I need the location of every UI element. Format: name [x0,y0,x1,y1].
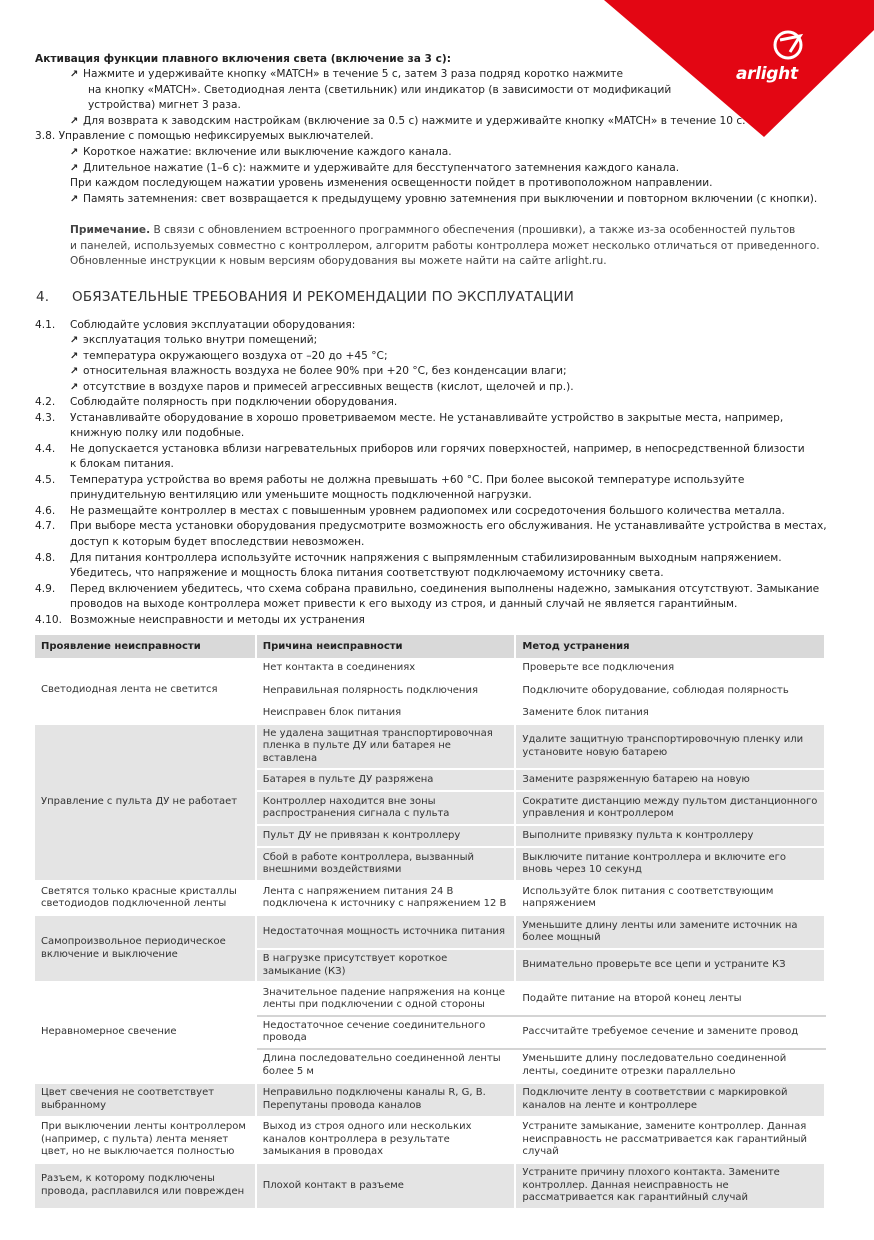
cause-cell: Не удалена защитная транспортировочная пленка в пульте ДУ или батарея не вставлена [256,724,516,769]
symptom-cell: Светятся только красные кристаллы светодиодов подключенной ленты [35,881,256,915]
cause-cell: Неправильно подключены каналы R, G, B. Перепутаны провода каналов [256,1083,516,1117]
symptom-cell: Светодиодная лента не светится [35,658,256,724]
arrow-icon: ↗ [70,147,79,158]
table-header-row [35,635,825,658]
cause-cell: Значительное падение напряжения на конце ленты при подключении с одной стороны [256,982,516,1016]
arrow-icon: ↗ [70,351,79,362]
note-line-3: Обновленные инструкции к новым версиям оборудования вы можете найти на сайте arlight.ru. [70,255,607,267]
header-symptom: Проявление неисправности [35,635,256,658]
s38-bullet-1: ↗ Короткое нажатие: включение или выключение каждого канала. [70,146,452,158]
item-4-2: 4.2. Соблюдайте полярность при подключении оборудования. [35,396,398,408]
arrow-icon: ↗ [70,194,79,205]
intro-bullet-1-cont: на кнопку «MATCH». Светодиодная лента (светильник) или индикатор (в зависимости от модификаций [88,84,672,96]
intro-bullet-1: ↗ Нажмите и удерживайте кнопку «MATCH» в течение 5 с, затем 3 раза подряд коротко нажмите [70,68,623,80]
intro-bullet-1-cont: устройства) мигнет 3 раза. [88,99,241,111]
cause-cell: Неправильная полярность подключения [256,680,516,702]
symptom-cell: Самопроизвольное периодическое включение и выключение [35,915,256,982]
remedy-cell: Уменьшите длину ленты или замените источник на более мощный [515,915,825,949]
note-line-1: Примечание. В связи с обновлением встроенного программного обеспечения (прошивки), а также из-за особенностей пультов [70,224,796,236]
remedy-cell: Сократите дистанцию между пультом дистанционного управления и контроллером [515,791,825,825]
troubleshooting-table [35,635,826,1210]
s38-bullet-2: ↗ Длительное нажатие (1–6 с): нажмите и удерживайте для бесступенчатого затемнения каждого канала. [70,162,680,174]
table-row [35,881,825,915]
s38-text: При каждом последующем нажатии уровень изменения освещенности пойдет в противоположном направлении. [70,177,713,189]
arrow-icon: ↗ [70,163,79,174]
table-row [35,1163,825,1209]
remedy-cell: Внимательно проверьте все цепи и устраните КЗ [515,949,825,982]
item-4-4-cont: к блокам питания. [70,458,174,470]
cause-cell: Пульт ДУ не привязан к контроллеру [256,825,516,847]
header-remedy: Метод устранения [515,635,825,658]
arrow-icon: ↗ [70,366,79,377]
table-row [35,658,825,680]
remedy-cell: Удалите защитную транспортировочную пленку или установите новую батарею [515,724,825,769]
arlight-logo: arlight [736,64,798,84]
item-4-9: 4.9. Перед включением убедитесь, что схема собрана правильно, соединения выполнены надежно, замыкания отсутствуют. Замыкание [35,583,820,595]
remedy-cell: Замените блок питания [515,702,825,724]
cause-cell: Контроллер находится вне зоны распространения сигнала с пульта [256,791,516,825]
item-4-7: 4.7. При выборе места установки оборудования предусмотрите возможность его обслуживания. Не устанавливайте устройства в местах, [35,520,827,532]
cause-cell: Недостаточное сечение соединительного провода [256,1016,516,1049]
item-4-5: 4.5. Температура устройства во время работы не должна превышать +60 °C. При более высокой температуре используйте [35,474,745,486]
symptom-cell: Управление с пульта ДУ не работает [35,724,256,881]
remedy-cell: Подайте питание на второй конец ленты [515,982,825,1016]
s38-bullet-3: ↗ Память затемнения: свет возвращается к предыдущему уровню затемнения при выключении и повторном включении (с кнопки). [70,193,818,205]
arrow-icon: ↗ [70,69,79,80]
table-row [35,724,825,769]
remedy-cell: Выключите питание контроллера и включите его вновь через 10 секунд [515,847,825,881]
item-4-8: 4.8. Для питания контроллера используйте источник напряжения с выпрямленным стабилизированным выходным напряжением. [35,552,782,564]
cause-cell: Плохой контакт в разъеме [256,1163,516,1209]
condition-item: ↗ относительная влажность воздуха не более 90% при +20 °C, без конденсации влаги; [70,365,567,377]
cause-cell: Неисправен блок питания [256,702,516,724]
symptom-cell: При выключении ленты контроллером (например, с пульта) лента меняет цвет, но не выключается полностью [35,1117,256,1163]
symptom-cell: Неравномерное свечение [35,982,256,1083]
item-4-8-cont: Убедитесь, что напряжение и мощность блока питания соответствуют подключаемому источнику света. [70,567,664,579]
item-4-1: 4.1. Соблюдайте условия эксплуатации оборудования: [35,319,356,331]
remedy-cell: Уменьшите длину последовательно соединенной ленты, соедините отрезки параллельно [515,1049,825,1083]
remedy-cell: Устраните замыкание, замените контроллер. Данная неисправность не рассматривается как гарантийный случай [515,1117,825,1163]
activation-heading: Активация функции плавного включения света (включение за 3 с): [35,53,451,65]
item-4-7-cont: доступ к которым будет впоследствии невозможен. [70,536,365,548]
condition-item: ↗ температура окружающего воздуха от –20 до +45 °C; [70,350,388,362]
cause-cell: Длина последовательно соединенной ленты более 5 м [256,1049,516,1083]
remedy-cell: Замените разряженную батарею на новую [515,769,825,791]
remedy-cell: Выполните привязку пульта к контроллеру [515,825,825,847]
item-4-9-cont: проводов на выходе контроллера может привести к его выходу из строя, и данный случай не является гарантийным. [70,598,738,610]
remedy-cell: Подключите оборудование, соблюдая полярность [515,680,825,702]
table-row [35,1117,825,1163]
symptom-cell: Цвет свечения не соответствует выбранному [35,1083,256,1117]
cause-cell: В нагрузке присутствует короткое замыкание (КЗ) [256,949,516,982]
remedy-cell: Устраните причину плохого контакта. Замените контроллер. Данная неисправность не рассматривается как гарантийный случай [515,1163,825,1209]
header-cause: Причина неисправности [256,635,516,658]
item-4-3-cont: книжную полку или подобные. [70,427,245,439]
item-4-4: 4.4. Не допускается установка вблизи нагревательных приборов или горячих поверхностей, например, в непосредственной близости [35,443,805,455]
remedy-cell: Проверьте все подключения [515,658,825,680]
cause-cell: Батарея в пульте ДУ разряжена [256,769,516,791]
cause-cell: Сбой в работе контроллера, вызванный внешними воздействиями [256,847,516,881]
remedy-cell: Подключите ленту в соответствии с маркировкой каналов на ленте и контроллере [515,1083,825,1117]
intro-bullet-2: ↗ Для возврата к заводским настройкам (включение за 0.5 с) нажмите и удерживайте кнопку «MATCH» в течение 10 с. [70,115,746,127]
item-4-5-cont: принудительную вентиляцию или уменьшите мощность подключенной нагрузки. [70,489,532,501]
arrow-icon: ↗ [70,116,79,127]
cause-cell: Нет контакта в соединениях [256,658,516,680]
condition-item: ↗ эксплуатация только внутри помещений; [70,334,318,346]
cause-cell: Недостаточная мощность источника питания [256,915,516,949]
remedy-cell: Используйте блок питания с соответствующим напряжением [515,881,825,915]
cause-cell: Выход из строя одного или нескольких каналов контроллера в результате замыкания в проводах [256,1117,516,1163]
symptom-cell: Разъем, к которому подключены провода, расплавился или поврежден [35,1163,256,1209]
section-4-heading: 4. ОБЯЗАТЕЛЬНЫЕ ТРЕБОВАНИЯ И РЕКОМЕНДАЦИИ ПО ЭКСПЛУАТАЦИИ [36,289,575,305]
table-row [35,982,825,1016]
table-row [35,915,825,949]
arrow-icon: ↗ [70,382,79,393]
cause-cell: Лента с напряжением питания 24 В подключена к источнику с напряжением 12 В [256,881,516,915]
arrow-icon: ↗ [70,335,79,346]
section-3-8: 3.8. Управление с помощью нефиксируемых выключателей. [35,130,374,142]
table-row [35,1083,825,1117]
item-4-10: 4.10. Возможные неисправности и методы их устранения [35,614,365,626]
note-line-2: и панелей, используемых совместно с контроллером, алгоритм работы контроллера может несколько отличаться от приведенного. [70,240,820,252]
item-4-6: 4.6. Не размещайте контроллер в местах с повышенным уровнем радиопомех или сосредоточения большого количества металла. [35,505,785,517]
condition-item: ↗ отсутствие в воздухе паров и примесей агрессивных веществ (кислот, щелочей и пр.). [70,381,574,393]
remedy-cell: Рассчитайте требуемое сечение и замените провод [515,1016,825,1049]
item-4-3: 4.3. Устанавливайте оборудование в хорошо проветриваемом месте. Не устанавливайте устройство в закрытые места, например, [35,412,784,424]
